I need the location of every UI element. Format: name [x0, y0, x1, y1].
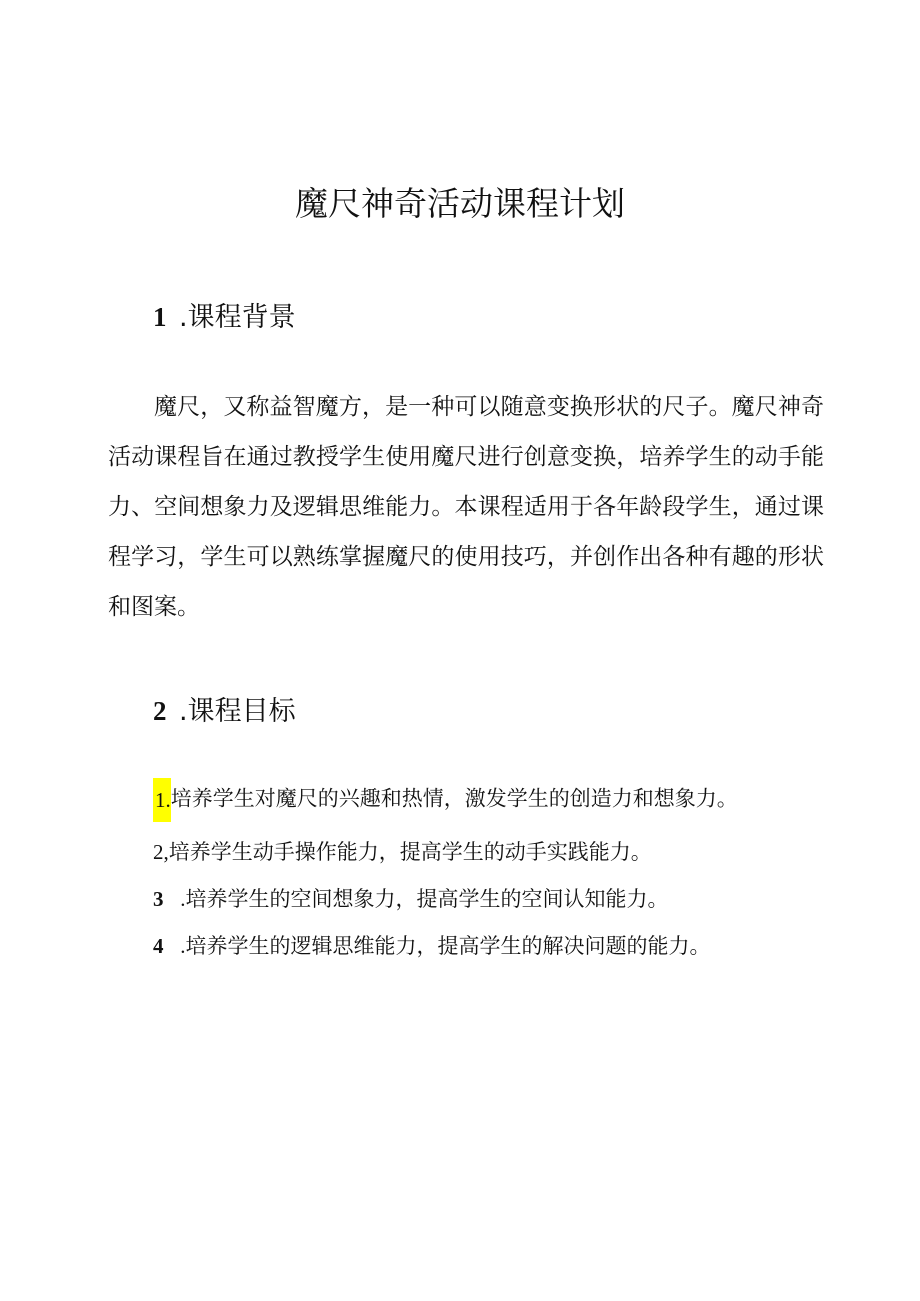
section-heading-goals [153, 689, 296, 728]
section-heading-background [153, 295, 296, 334]
section-number: 1 [153, 302, 167, 332]
goal-text: 培养学生的逻辑思维能力，提高学生的解决问题的能力。 [185, 934, 711, 958]
goal-number: 1. [153, 778, 171, 822]
section-title: .课程背景 [179, 302, 296, 333]
goal-number: 3 [153, 887, 164, 911]
background-paragraph: 魔尺，又称益智魔方，是一种可以随意变换形状的尺子。魔尺神奇活动课程旨在通过教授学生使用魔尺进行创意变换，培养学生的动手能力、空间想象力及逻辑思维能力。本课程适用于各年龄段学生，通过课程学习，学生可以熟练掌握魔尺的使用技巧，并创作出各种有趣的形状和图案。 [108, 394, 824, 620]
goal-text: 培养学生动手操作能力，提高学生的动手实践能力。 [168, 840, 652, 864]
goal-separator: . [175, 887, 186, 911]
section-title: .课程目标 [179, 696, 296, 727]
goal-separator: . [175, 934, 186, 958]
goal-text: 培养学生对魔尺的兴趣和热情，激发学生的创造力和想象力。 [170, 786, 738, 811]
document-title: 魔尺神奇活动课程计划 [295, 184, 625, 223]
goal-item [153, 778, 738, 822]
goal-item [153, 836, 652, 866]
goal-item [153, 883, 669, 913]
goal-number: 2, [153, 840, 169, 864]
goal-number: 4 [153, 934, 164, 958]
section-number: 2 [153, 696, 167, 726]
goal-item [153, 930, 711, 960]
goal-text: 培养学生的空间想象力，提高学生的空间认知能力。 [185, 887, 669, 911]
